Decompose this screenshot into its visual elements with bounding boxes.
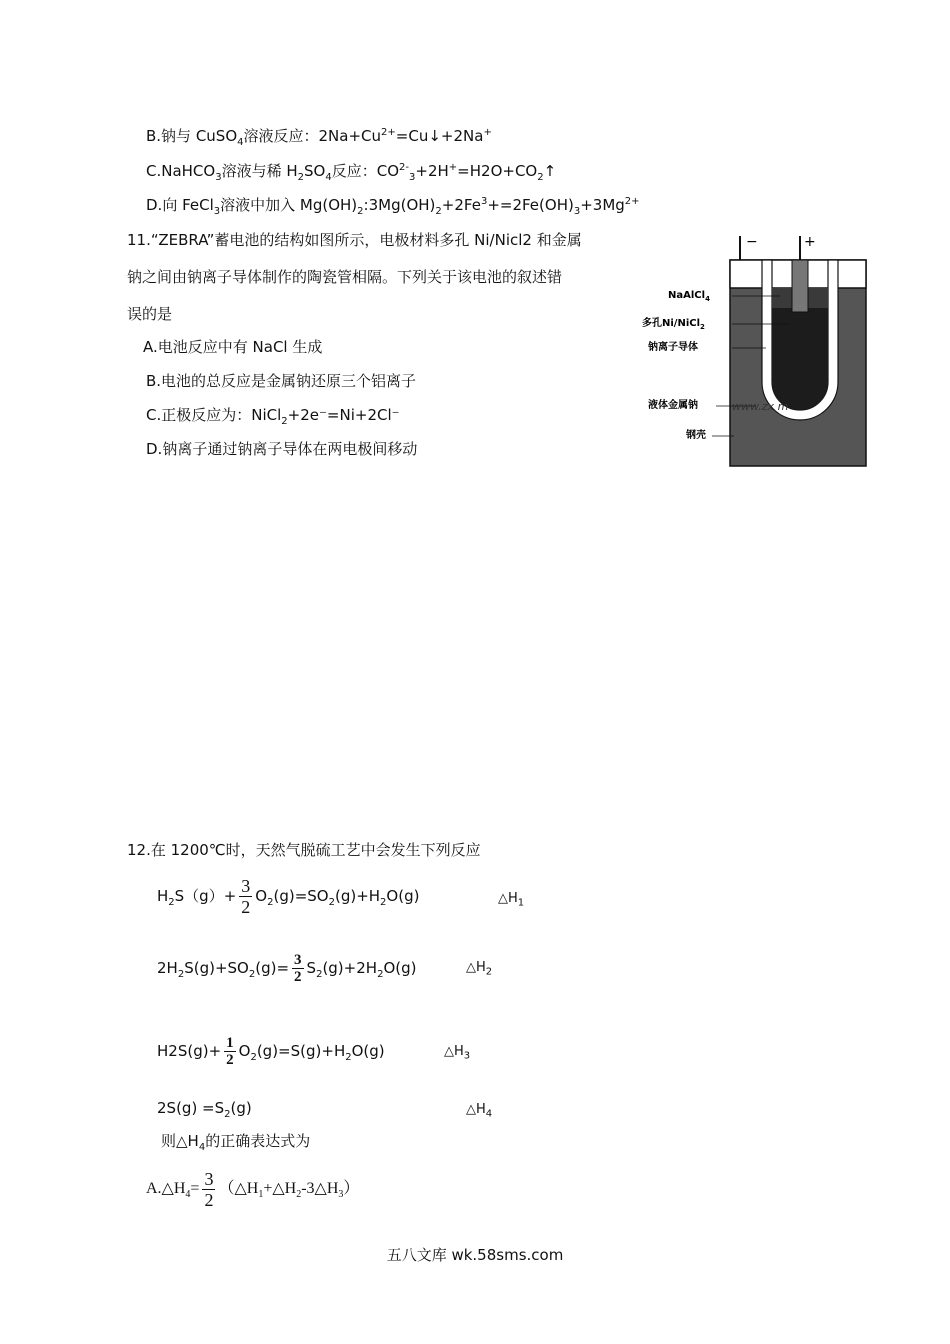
label-liquid-sodium: 液体金属钠	[648, 400, 698, 411]
q12-reaction-2: $2H_2S(g)+SO_2(g)=$ $\frac{3}{2}$ $S_2(g)+2H_2O(g)$	[157, 952, 417, 985]
q12-dh3: $\triangle H_3$	[444, 1044, 471, 1062]
label-sodium-conductor: 钠离子导体	[648, 342, 698, 353]
q11-stem-line1: 11.“ZEBRA”蓄电池的结构如图所示，电极材料多孔 Ni/Nicl2 和金属	[127, 231, 582, 249]
current-collector	[792, 260, 808, 312]
q11-option-c: C.正极反应为：NiCl$_2$+2e⁻=Ni+2Cl⁻	[146, 406, 400, 427]
plus-sign: +	[804, 234, 816, 250]
label-steel-shell: 钢壳	[686, 430, 706, 441]
label-porous-ni: 多孔Ni/NiCl$_2$	[642, 318, 705, 331]
q11-stem-line2: 钠之间由钠离子导体制作的陶瓷管相隔。下列关于该电池的叙述错	[127, 268, 563, 286]
minus-sign: −	[746, 234, 758, 250]
q12-dh1: $\triangle H_1$	[498, 891, 525, 909]
watermark-text: www.zx m	[732, 400, 789, 413]
q11-stem-line3: 误的是	[127, 305, 173, 323]
q11-option-d: D.钠离子通过钠离子导体在两电极间移动	[146, 440, 418, 458]
q12-reaction-1: $H_2S(g)+$ $\frac{3}{2}$ $O_2(g)=SO_2(g)+H_2O(g)$	[157, 876, 420, 917]
q12-stem: 12.在 1200℃时，天然气脱硫工艺中会发生下列反应	[127, 841, 481, 859]
q12-question: 则$\triangle H_4$的正确表达式为	[161, 1132, 311, 1153]
q10-option-c: C.NaHCO$_3$溶液与稀 $H_2SO_4$反应：$CO^{2-}_3+2H^+=H2O+CO_2↑$	[146, 162, 557, 183]
q11-option-a: A.电池反应中有 NaCl 生成	[143, 338, 323, 356]
zebra-battery-diagram	[640, 232, 880, 472]
q12-reaction-3: H2S(g)+ $\frac{1}{2}$ $O_2(g)=S(g)+H_2O(g)$	[157, 1035, 385, 1068]
q12-dh4: $\triangle H_4$	[466, 1102, 493, 1120]
q12-dh2: $\triangle H_2$	[466, 960, 493, 978]
label-naalcl4: NaAlCl$_4$	[668, 290, 710, 303]
q12-reaction-4: $2S(g) =S_2(g)$	[157, 1099, 252, 1120]
q10-option-d: D.向 FeCl$_3$溶液中加入 $Mg(OH)_2:3Mg(OH)_2+2Fe^3+=2Fe(OH)_3+3Mg^{2+}$	[146, 196, 640, 217]
q12-option-a: $A.\triangle H_4=$ $\frac{3}{2}$ $(\triangle H_1+\triangle H_2-3\triangle H_3)$	[146, 1168, 360, 1210]
q10-option-b: B.钠与 CuSO$_4$溶液反应：$2Na+Cu^{2+}=Cu↓+2Na^+$	[146, 127, 492, 148]
q11-option-b: B.电池的总反应是金属钠还原三个铝离子	[146, 372, 417, 390]
page-footer: 五八文库 wk.58sms.com	[386, 1246, 564, 1264]
